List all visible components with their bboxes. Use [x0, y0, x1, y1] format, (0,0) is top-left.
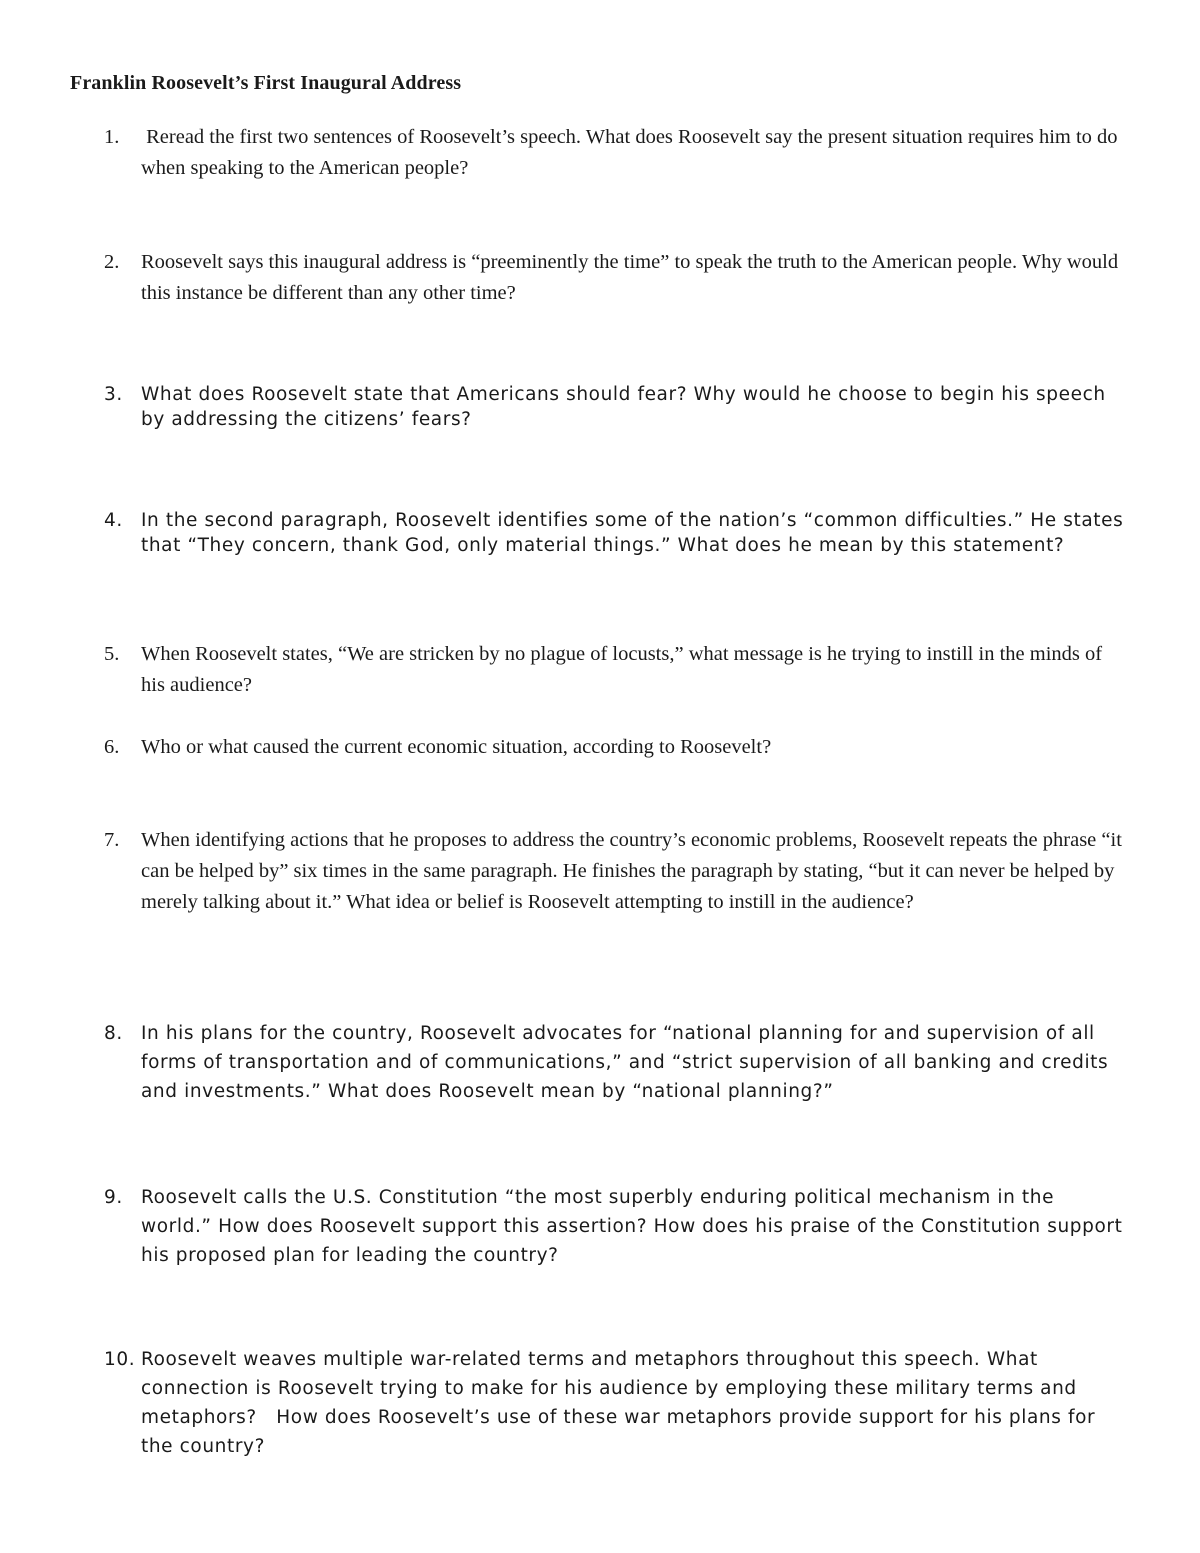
question-text: When identifying actions that he proposes to address the country’s economic problems, Roosevelt repeats the phrase “it can be helped by” six times in the same paragraph. He finishes the paragraph by stating, “but it can never be helped by merely talking about it.” What idea or belief is Roosevelt attempting to instill in the audience? — [141, 829, 1122, 913]
question-text: In his plans for the country, Roosevelt advocates for “national planning for and supervision of all forms of transportation and of communications,” and “strict supervision of all banking and credits and investments.” What does Roosevelt mean by “national planning?” — [141, 1023, 1109, 1102]
document-title: Franklin Roosevelt’s First Inaugural Address — [70, 72, 462, 94]
question-number: 2. — [104, 251, 120, 273]
question-number: 7. — [104, 829, 120, 851]
question-number: 8. — [104, 1023, 123, 1044]
question-text: Who or what caused the current economic situation, according to Roosevelt? — [141, 736, 772, 758]
question-text: Roosevelt weaves multiple war-related terms and metaphors throughout this speech. What connection is Roosevelt trying to make for his audience by employing these military terms and metaphors? How does Roosevelt’s use of these war metaphors provide support for his plans for the country? — [141, 1349, 1102, 1457]
question-number: 1. — [104, 126, 120, 148]
question-number: 5. — [104, 643, 120, 665]
question-text: What does Roosevelt state that Americans should fear? Why would he choose to begin his speech by addressing the citizens’ fears? — [141, 384, 1106, 430]
question-number: 10. — [104, 1349, 136, 1370]
question-text: When Roosevelt states, “We are stricken by no plague of locusts,” what message is he trying to instill in the minds of his audience? — [141, 643, 1103, 696]
question-text: Roosevelt says this inaugural address is “preeminently the time” to speak the truth to the American people. Why would this instance be different than any other time? — [141, 251, 1119, 304]
question-number: 6. — [104, 736, 120, 758]
question-text: Reread the first two sentences of Roosevelt’s speech. What does Roosevelt say the present situation requires him to do when speaking to the American people? — [141, 126, 1123, 179]
question-number: 4. — [104, 510, 123, 531]
question-number: 9. — [104, 1187, 123, 1208]
question-text: Roosevelt calls the U.S. Constitution “the most superbly enduring political mechanism in the world.” How does Roosevelt support this assertion? How does his praise of the Constitution support his proposed plan for leading the country? — [141, 1187, 1123, 1266]
question-text: In the second paragraph, Roosevelt identifies some of the nation’s “common difficulties.” He states that “They concern, thank God, only material things.” What does he mean by this statement? — [141, 510, 1124, 556]
question-number: 3. — [104, 384, 123, 405]
